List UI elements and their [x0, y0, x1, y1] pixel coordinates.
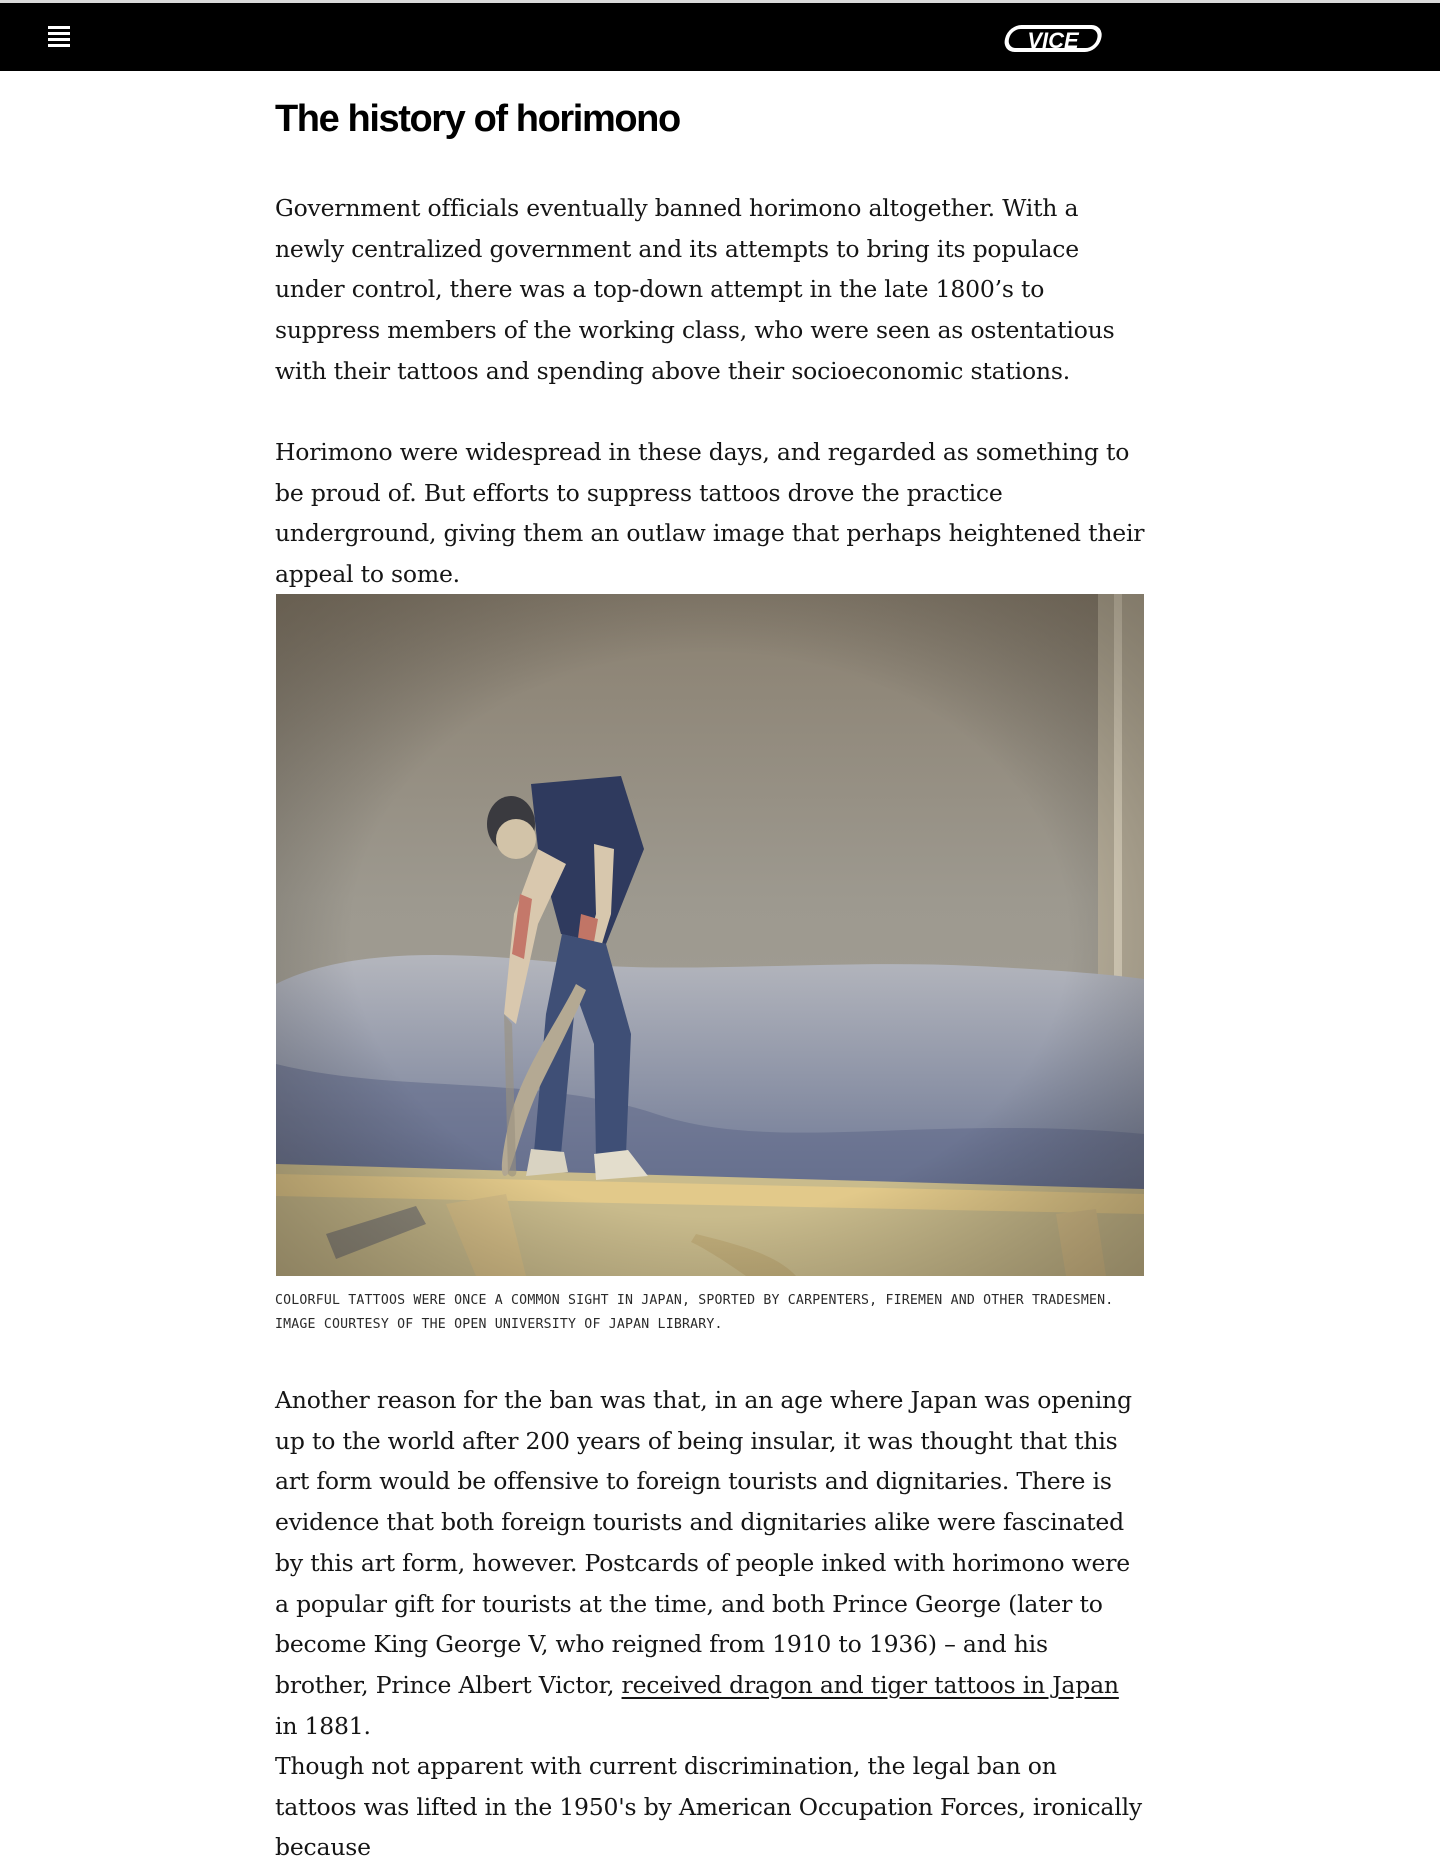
- paragraph-legal-ban: Though not apparent with current discrimination, the legal ban on tattoos was lifted in the 1950's by American Occupation Forces, ironically because: [275, 1752, 1142, 1862]
- article-photo: [276, 594, 1144, 1276]
- top-navigation-bar: [0, 0, 1440, 71]
- paragraph-tourists: [275, 1380, 1145, 1746]
- link-dragon-tiger-tattoos[interactable]: received dragon and tiger tattoos in Japan: [621, 1670, 1119, 1699]
- paragraph-tourists-text: Another reason for the ban was that, in an age where Japan was opening up to the world after 200 years of being insular, it was thought that this art form would be offensive to foreign tourists and dignitaries. There is evidence that both foreign tourists and dignitaries alike were fascinated by this art form, however. Postcards of people inked with horimono were a popular gift for tourists at the time, and both Prince George (later to become King George V, who reigned from 1910 to 1936) – and his brother, Prince Albert Victor,: [275, 1386, 1132, 1699]
- paragraph-tourists-end: in 1881.: [275, 1711, 371, 1740]
- logo-text: VICE: [1027, 28, 1079, 53]
- vice-logo[interactable]: [998, 19, 1106, 59]
- hamburger-menu-icon[interactable]: [48, 26, 72, 48]
- photo-carpenter-with-tattoos: [276, 594, 1144, 1276]
- photo-caption: COLORFUL TATTOOS WERE ONCE A COMMON SIGHT IN JAPAN, SPORTED BY CARPENTERS, FIREMEN AND OTHER TRADESMEN. IMAGE COURTESY OF THE OPEN UNIVERSITY OF JAPAN LIBRARY.: [275, 1293, 1114, 1332]
- section-heading: The history of horimono: [275, 98, 680, 140]
- paragraph-government-ban: Government officials eventually banned horimono altogether. With a newly centralized government and its attempts to bring its populace under control, there was a top-down attempt in the late 1800’s to suppress members of the working class, who were seen as ostentatious with their tattoos and spending above their socioeconomic stations.: [275, 194, 1115, 385]
- paragraph-widespread: Horimono were widespread in these days, and regarded as something to be proud of. But efforts to suppress tattoos drove the practice underground, giving them an outlaw image that perhaps heightened their appeal to some.: [275, 438, 1145, 589]
